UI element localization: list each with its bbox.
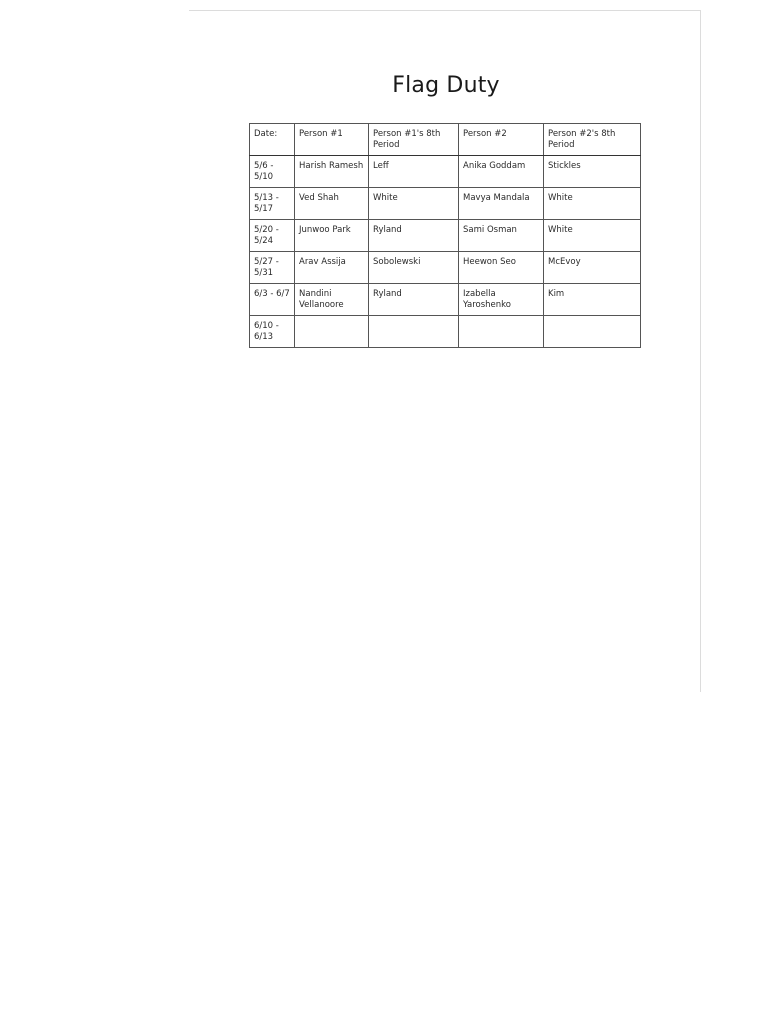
table-row (250, 156, 641, 188)
table-cell-person2-period[interactable]: White (544, 188, 641, 220)
table-cell-person1-period[interactable] (369, 316, 459, 348)
header-cell-date[interactable]: Date: (250, 124, 295, 156)
table-cell-date[interactable]: 6/3 - 6/7 (250, 284, 295, 316)
table-cell-person2[interactable]: Izabella Yaroshenko (459, 284, 544, 316)
table-cell-date[interactable]: 5/20 - 5/24 (250, 220, 295, 252)
table-cell-person2-period[interactable] (544, 316, 641, 348)
table-row (250, 284, 641, 316)
table-cell-person1[interactable]: Junwoo Park (295, 220, 369, 252)
table-cell-person2-period[interactable]: McEvoy (544, 252, 641, 284)
table-cell-date[interactable]: 6/10 - 6/13 (250, 316, 295, 348)
header-cell-person2[interactable]: Person #2 (459, 124, 544, 156)
document-title (189, 73, 701, 98)
header-cell-person1-period[interactable]: Person #1's 8th Period (369, 124, 459, 156)
header-cell-person2-period[interactable]: Person #2's 8th Period (544, 124, 641, 156)
table-cell-person1-period[interactable]: Sobolewski (369, 252, 459, 284)
table-cell-person2-period[interactable]: Kim (544, 284, 641, 316)
table-cell-person1[interactable]: Harish Ramesh (295, 156, 369, 188)
document-page (189, 10, 701, 692)
table-cell-date[interactable]: 5/13 - 5/17 (250, 188, 295, 220)
table-cell-date[interactable]: 5/27 - 5/31 (250, 252, 295, 284)
table-row (250, 316, 641, 348)
table-cell-person1-period[interactable]: Ryland (369, 220, 459, 252)
table-cell-person2[interactable]: Mavya Mandala (459, 188, 544, 220)
document-title-text: Flag Duty (392, 73, 500, 98)
table-row (250, 188, 641, 220)
table-cell-person1-period[interactable]: Leff (369, 156, 459, 188)
table-cell-person2[interactable] (459, 316, 544, 348)
table-cell-person2-period[interactable]: White (544, 220, 641, 252)
table-cell-person1[interactable]: Ved Shah (295, 188, 369, 220)
table-cell-person1-period[interactable]: Ryland (369, 284, 459, 316)
table-cell-person2[interactable]: Heewon Seo (459, 252, 544, 284)
table-cell-person1[interactable]: Arav Assija (295, 252, 369, 284)
table-cell-person2[interactable]: Sami Osman (459, 220, 544, 252)
table-row (250, 252, 641, 284)
table-row (250, 220, 641, 252)
table-cell-person1[interactable] (295, 316, 369, 348)
table-cell-person1-period[interactable]: White (369, 188, 459, 220)
table-cell-date[interactable]: 5/6 - 5/10 (250, 156, 295, 188)
table-header-row (250, 124, 641, 156)
table-cell-person1[interactable]: Nandini Vellanoore (295, 284, 369, 316)
flag-duty-table (249, 123, 641, 348)
table-cell-person2-period[interactable]: Stickles (544, 156, 641, 188)
table-cell-person2[interactable]: Anika Goddam (459, 156, 544, 188)
header-cell-person1[interactable]: Person #1 (295, 124, 369, 156)
